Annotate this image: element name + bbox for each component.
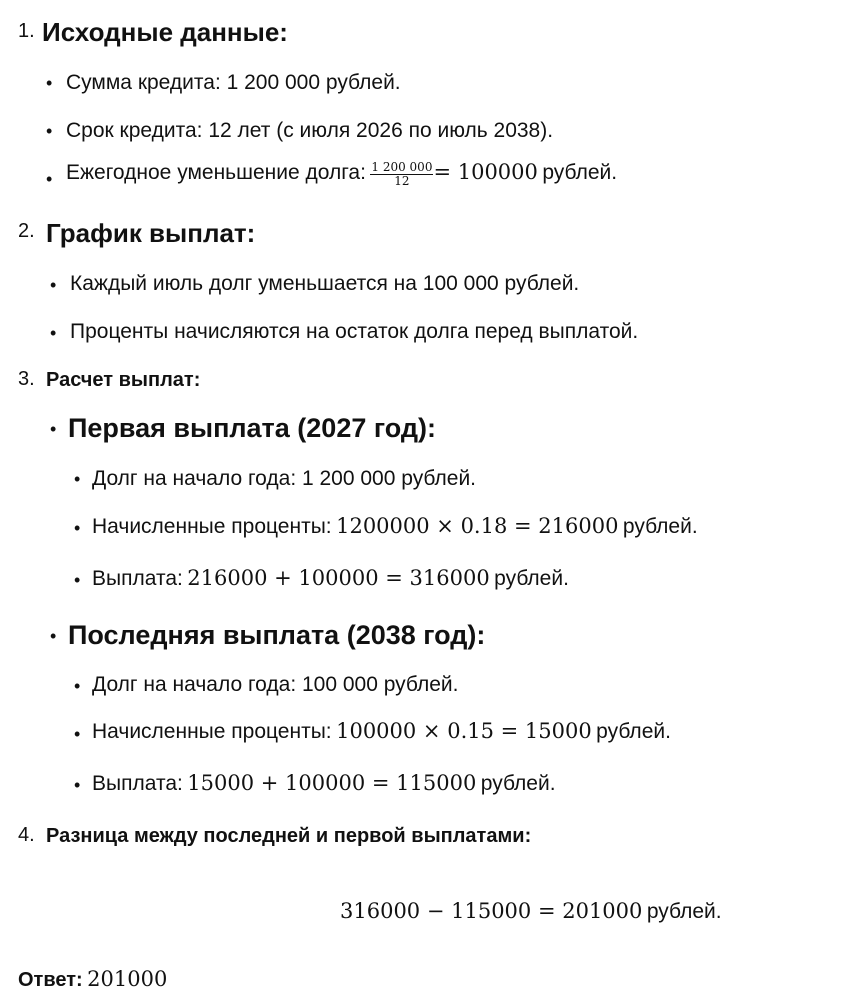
bullet-icon: • [74,570,81,590]
bullet-icon: • [74,469,81,489]
list-item [66,160,617,188]
list-item: Долг на начало года: 1 200 000 рублей. [92,467,477,490]
item-label: Выплата: [92,567,183,590]
item-suffix: рублей. [646,900,722,923]
section-4-title: Разница между последней и первой выплатами: [46,825,532,847]
bullet-icon: • [50,323,57,343]
bullet-icon: • [50,626,57,646]
list-item [92,566,569,591]
bullet-icon: • [74,775,81,795]
item-label: Выплата: [92,772,183,795]
item-suffix: рублей. [596,720,671,743]
math-expression: 216000 + 100000 = 316000 [187,566,490,590]
bullet-icon: • [74,676,81,696]
section-2-title: График выплат: [46,218,256,248]
item-suffix: рублей. [480,772,556,795]
item-label: Ежегодное уменьшение долга: [66,161,366,184]
bullet-icon: • [74,518,81,538]
list-item [92,719,671,744]
math-expression: = 100000 [433,160,538,184]
item-label: Начисленные проценты: [92,515,332,538]
list-item: Сумма кредита: 1 200 000 рублей. [66,71,401,94]
fraction-numerator: 1 200 000 [371,160,433,175]
answer-label: Ответ: [18,969,83,991]
bullet-icon: • [46,169,53,189]
section-1-title: Исходные данные: [42,17,288,47]
list-item: Проценты начисляются на остаток долга перед выплатой. [70,320,639,343]
list-item: Каждый июль долг уменьшается на 100 000 рублей. [70,272,580,295]
difference-equation [340,899,722,924]
list-item: Срок кредита: 12 лет (с июля 2026 по июль 2038). [66,119,554,142]
section-1-number: 1. [18,20,35,42]
bullet-icon: • [74,724,81,744]
math-expression: 1200000 × 0.18 = 216000 [336,514,619,538]
math-expression: 316000 − 115000 = 201000 [340,899,643,923]
list-item: Долг на начало года: 100 000 рублей. [92,673,459,696]
fraction-denominator: 12 [394,174,410,189]
math-expression: 100000 × 0.15 = 15000 [336,719,592,743]
bullet-icon: • [46,121,53,141]
bullet-icon: • [50,419,57,439]
item-suffix: рублей. [542,161,618,184]
bullet-icon: • [46,73,53,93]
subsection-first-payment-title: Первая выплата (2027 год): [68,413,437,443]
answer-value: 201000 [87,967,168,991]
item-suffix: рублей. [494,567,569,590]
subsection-last-payment-title: Последняя выплата (2038 год): [68,620,486,650]
section-4-number: 4. [18,824,35,846]
list-item [92,771,556,796]
section-2-number: 2. [18,220,35,242]
math-expression: 15000 + 100000 = 115000 [187,771,477,795]
answer [18,967,167,992]
item-label: Начисленные проценты: [92,720,332,743]
fraction [370,161,433,188]
item-suffix: рублей. [622,515,698,538]
section-3-title: Расчет выплат: [46,369,201,391]
bullet-icon: • [50,275,57,295]
list-item [92,514,698,539]
section-3-number: 3. [18,368,35,390]
